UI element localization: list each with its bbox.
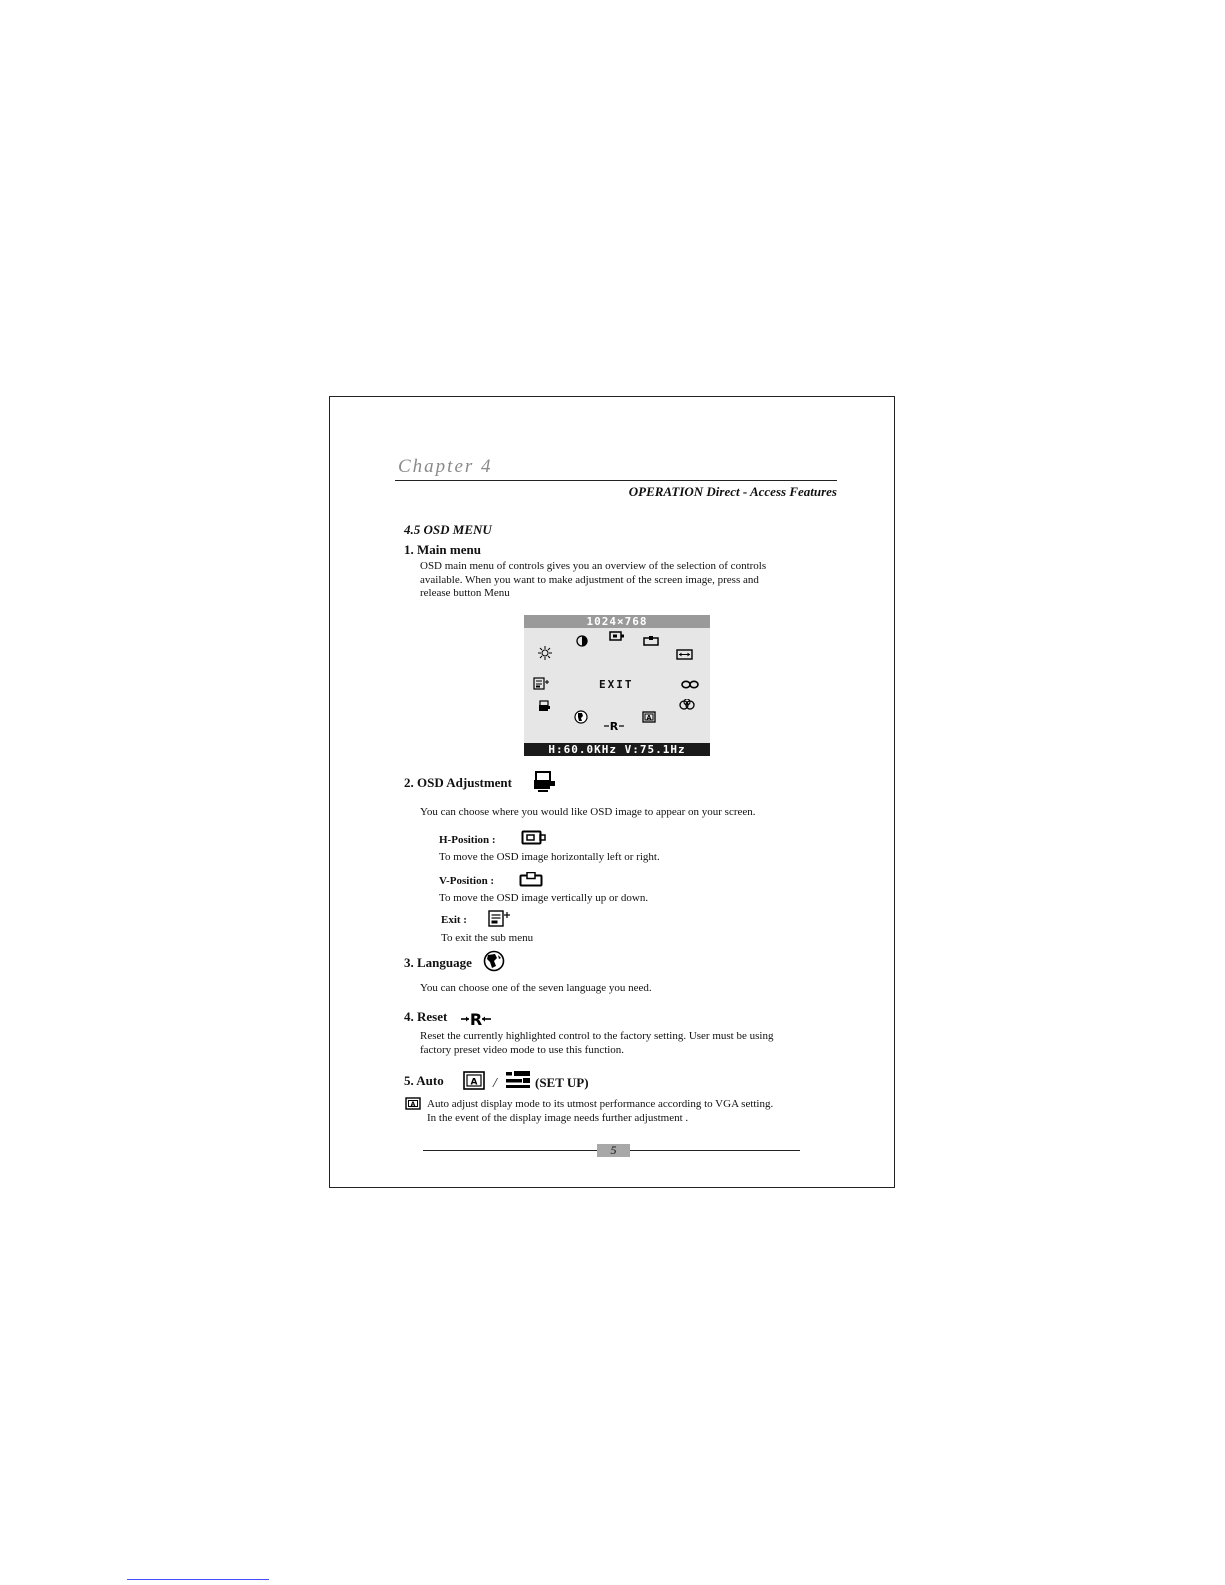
- setup-label: (SET UP): [535, 1075, 589, 1090]
- osd-adjustment-heading: 2. OSD Adjustment: [404, 775, 512, 790]
- exit-label: Exit :: [441, 914, 467, 926]
- osd-adjustment-icon: [532, 771, 558, 793]
- svg-text:A: A: [646, 714, 652, 722]
- main-menu-line: OSD main menu of controls gives you an overview of the selection of controls: [420, 560, 767, 572]
- footer-rule-left: [423, 1150, 597, 1151]
- reset-heading: 4. Reset: [404, 1009, 448, 1024]
- h-position-label: H-Position :: [439, 834, 496, 846]
- osd-adjustment-description: You can choose where you would like OSD image to appear on your screen.: [420, 806, 756, 818]
- reset-line: factory preset video mode to use this function.: [420, 1043, 625, 1056]
- language-heading: 3. Language: [404, 955, 472, 970]
- language-globe-icon: [483, 950, 505, 972]
- auto-slash: /: [493, 1076, 497, 1091]
- auto-icon: [405, 1097, 421, 1110]
- osd-main-menu-screen: [524, 615, 710, 756]
- chapter-title: Chapter 4: [398, 456, 493, 477]
- main-menu-line: available. When you want to make adjustment of the screen image, press and: [420, 573, 759, 586]
- h-size-icon: [676, 649, 693, 660]
- contrast-icon: [576, 635, 588, 647]
- svg-text:R: R: [609, 720, 619, 732]
- exit-icon: [533, 677, 550, 690]
- svg-text:R: R: [469, 1010, 483, 1028]
- auto-description: [427, 1098, 773, 1125]
- osd-adjustment-icon: [538, 700, 551, 713]
- section-title: 4.5 OSD MENU: [404, 522, 492, 537]
- osd-frequency-bar: H:60.0KHz V:75.1Hz: [524, 743, 710, 756]
- osd-resolution-bar: 1024×768: [524, 615, 710, 628]
- auto-line: Auto adjust display mode to its utmost performance according to VGA setting.: [427, 1098, 774, 1110]
- language-globe-icon: [574, 710, 588, 724]
- reset-line: Reset the currently highlighted control to the factory setting. User must be using: [420, 1030, 774, 1042]
- page-frame: [329, 396, 895, 1188]
- reset-icon: [460, 1010, 492, 1028]
- main-menu-description: [420, 560, 766, 601]
- header-rule: [395, 480, 837, 481]
- v-position-icon: [519, 872, 543, 887]
- auto-line: In the event of the display image needs further adjustment .: [427, 1111, 689, 1124]
- main-menu-line: release button Menu: [420, 587, 510, 599]
- brightness-icon: [538, 646, 552, 660]
- language-text: You can choose one of the seven language you need.: [420, 982, 652, 994]
- reset-icon: [604, 720, 624, 732]
- auto-icon: [463, 1071, 485, 1090]
- phase-icon: [681, 680, 699, 689]
- h-position-icon: [609, 631, 625, 641]
- reset-description: [420, 1030, 773, 1057]
- exit-text: To exit the sub menu: [441, 932, 534, 944]
- footer-rule-right: [630, 1150, 800, 1151]
- v-position-icon: [643, 636, 659, 646]
- auto-icon: [642, 711, 656, 723]
- svg-text:A: A: [410, 1101, 416, 1108]
- auto-heading: 5. Auto: [404, 1073, 444, 1088]
- svg-text:A: A: [470, 1077, 478, 1088]
- setup-icon: [506, 1070, 530, 1088]
- h-position-text: To move the OSD image horizontally left or right.: [439, 851, 660, 863]
- page-number: 5: [597, 1144, 630, 1157]
- v-position-label: V-Position :: [439, 875, 495, 887]
- color-icon: [679, 699, 695, 711]
- exit-icon: [488, 909, 512, 927]
- v-position-text: To move the OSD image vertically up or down.: [439, 892, 649, 904]
- bottom-underline-mark: [127, 1579, 269, 1580]
- osd-exit-label: EXIT: [599, 678, 634, 691]
- main-menu-heading: 1. Main menu: [404, 542, 481, 557]
- header-subtitle: OPERATION Direct - Access Features: [628, 484, 837, 499]
- h-position-icon: [521, 830, 547, 845]
